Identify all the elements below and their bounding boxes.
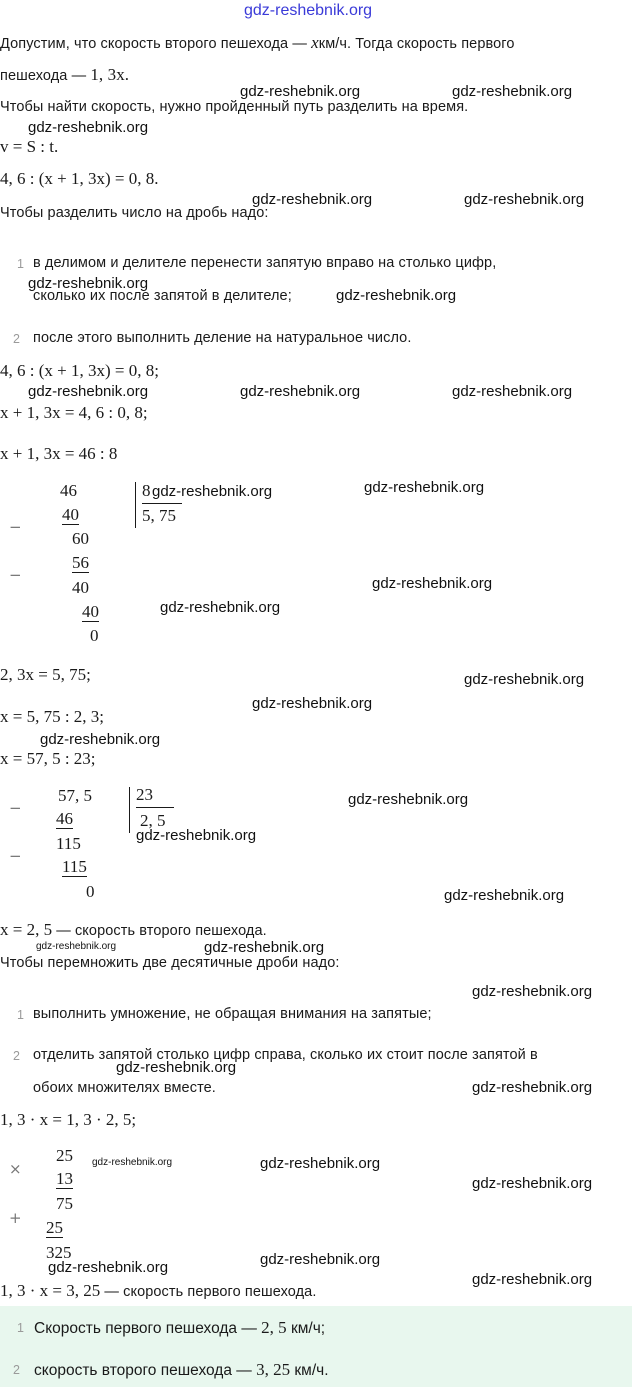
- answer-text: скорость второго пешехода —: [34, 1362, 257, 1379]
- answer-text: Скорость первого пешехода —: [34, 1320, 262, 1337]
- watermark: gdz-reshebnik.org: [116, 1059, 237, 1076]
- list-item-cont: обоих множителях вместе.: [33, 1080, 216, 1096]
- multiplicand: 25: [56, 1146, 73, 1165]
- dividend: 57, 5: [58, 786, 92, 805]
- multiplication-rule-heading: Чтобы перемножить две десятичные дроби надо:: [0, 955, 340, 971]
- minus-sign: −: [9, 566, 22, 584]
- watermark: gdz-reshebnik.org: [452, 83, 573, 100]
- list-number: 1: [17, 1008, 24, 1022]
- answer-unit: км/ч;: [286, 1320, 326, 1337]
- equation-3: x + 1, 3x = 4, 6 : 0, 8;: [0, 403, 148, 422]
- product: 325: [46, 1243, 72, 1262]
- watermark: gdz-reshebnik.org: [28, 383, 149, 400]
- quotient: 2, 5: [140, 811, 166, 830]
- subtrahend: 40: [82, 602, 99, 621]
- subtrahend: 40: [62, 505, 79, 524]
- result-2-text: — скорость первого пешехода.: [100, 1284, 317, 1300]
- answer-block: [0, 1306, 632, 1387]
- equation-8: 1, 3 · x = 1, 3 · 2, 5;: [0, 1110, 137, 1129]
- equation-7: x = 57, 5 : 23;: [0, 749, 96, 768]
- remainder: 60: [72, 529, 89, 548]
- watermark: gdz-reshebnik.org: [204, 939, 325, 956]
- divisor: 23: [136, 785, 153, 804]
- watermark: gdz-reshebnik.org: [444, 887, 565, 904]
- list-item: выполнить умножение, не обращая внимания на запятые;: [33, 1006, 432, 1022]
- subtrahend: 115: [62, 857, 87, 876]
- minus-sign: −: [9, 799, 22, 817]
- subtrahend: 56: [72, 553, 89, 572]
- var-x: x: [311, 33, 319, 52]
- equation-4: x + 1, 3x = 46 : 8: [0, 444, 118, 463]
- partial-product: 75: [56, 1194, 73, 1213]
- speed-rule: Чтобы найти скорость, нужно пройденный путь разделить на время.: [0, 99, 469, 115]
- watermark: gdz-reshebnik.org: [464, 191, 585, 208]
- watermark: gdz-reshebnik.org: [472, 1079, 593, 1096]
- result-1-math: x = 2, 5: [0, 920, 53, 939]
- watermark: gdz-reshebnik.org: [252, 191, 373, 208]
- watermark: gdz-reshebnik.org: [336, 287, 457, 304]
- division-rule-heading: Чтобы разделить число на дробь надо:: [0, 205, 269, 221]
- quotient: 5, 75: [142, 506, 176, 525]
- intro-line-2: [0, 65, 129, 85]
- watermark: gdz-reshebnik.org: [252, 695, 373, 712]
- watermark: gdz-reshebnik.org: [244, 2, 373, 19]
- formula-v: v = S : t.: [0, 137, 59, 156]
- multiplier: 13: [56, 1169, 73, 1188]
- intro-text: Допустим, что скорость второго пешехода —: [0, 36, 312, 52]
- expr-1-3x: 1, 3x.: [90, 65, 130, 84]
- watermark: gdz-reshebnik.org: [464, 671, 585, 688]
- result-2-math: 1, 3 · x = 3, 25: [0, 1281, 101, 1300]
- intro-text-end: км/ч. Тогда скорость первого: [318, 36, 515, 52]
- answer-value: 2, 5: [261, 1318, 287, 1337]
- list-item: отделить запятой столько цифр справа, сколько их стоит после запятой в: [33, 1047, 538, 1063]
- watermark: gdz-reshebnik.org: [136, 827, 257, 844]
- dividend: 46: [60, 481, 77, 500]
- answer-item: [34, 1360, 329, 1380]
- times-sign: ×: [9, 1160, 22, 1178]
- answer-item: [34, 1318, 325, 1338]
- watermark: gdz-reshebnik.org: [240, 83, 361, 100]
- watermark: gdz-reshebnik.org: [28, 275, 149, 292]
- equation-2: 4, 6 : (x + 1, 3x) = 0, 8;: [0, 361, 159, 380]
- answer-unit: км/ч.: [290, 1362, 329, 1379]
- answer-value: 3, 25: [256, 1360, 291, 1379]
- watermark: gdz-reshebnik.org: [260, 1155, 381, 1172]
- result-1: [0, 920, 267, 940]
- answer-number: 1: [17, 1321, 24, 1335]
- list-number: 2: [13, 1049, 20, 1063]
- watermark: gdz-reshebnik.org: [160, 599, 281, 616]
- watermark: gdz-reshebnik.org: [36, 941, 117, 952]
- list-number: 1: [17, 257, 24, 271]
- remainder: 115: [56, 834, 81, 853]
- plus-sign: +: [9, 1209, 22, 1227]
- equation-6: x = 5, 75 : 2, 3;: [0, 707, 105, 726]
- watermark: gdz-reshebnik.org: [472, 1175, 593, 1192]
- result-1-text: — скорость второго пешехода.: [52, 923, 267, 939]
- watermark: gdz-reshebnik.org: [152, 483, 273, 500]
- watermark: gdz-reshebnik.org: [472, 1271, 593, 1288]
- partial-product: 25: [46, 1218, 63, 1237]
- watermark: gdz-reshebnik.org: [28, 119, 149, 136]
- watermark: gdz-reshebnik.org: [364, 479, 485, 496]
- watermark: gdz-reshebnik.org: [40, 731, 161, 748]
- watermark: gdz-reshebnik.org: [472, 983, 593, 1000]
- list-number: 2: [13, 332, 20, 346]
- divisor: 8: [142, 481, 151, 500]
- equation-5: 2, 3x = 5, 75;: [0, 665, 91, 684]
- watermark: gdz-reshebnik.org: [372, 575, 493, 592]
- intro-text-2: пешехода —: [0, 68, 91, 84]
- watermark: gdz-reshebnik.org: [452, 383, 573, 400]
- list-item: после этого выполнить деление на натуральное число.: [33, 330, 412, 346]
- watermark: gdz-reshebnik.org: [240, 383, 361, 400]
- watermark: gdz-reshebnik.org: [348, 791, 469, 808]
- remainder: 40: [72, 578, 89, 597]
- list-item-cont: сколько их после запятой в делителе;: [33, 288, 292, 304]
- remainder: 0: [90, 626, 99, 645]
- equation-1: 4, 6 : (x + 1, 3x) = 0, 8.: [0, 169, 159, 188]
- list-item: в делимом и делителе перенести запятую вправо на столько цифр,: [33, 255, 497, 271]
- remainder: 0: [86, 882, 95, 901]
- watermark: gdz-reshebnik.org: [92, 1157, 173, 1168]
- minus-sign: −: [9, 518, 22, 536]
- subtrahend: 46: [56, 809, 73, 828]
- minus-sign: −: [9, 847, 22, 865]
- watermark: gdz-reshebnik.org: [260, 1251, 381, 1268]
- intro-line-1: [0, 33, 515, 53]
- result-2: [0, 1281, 316, 1301]
- answer-number: 2: [13, 1363, 20, 1377]
- watermark: gdz-reshebnik.org: [48, 1259, 169, 1276]
